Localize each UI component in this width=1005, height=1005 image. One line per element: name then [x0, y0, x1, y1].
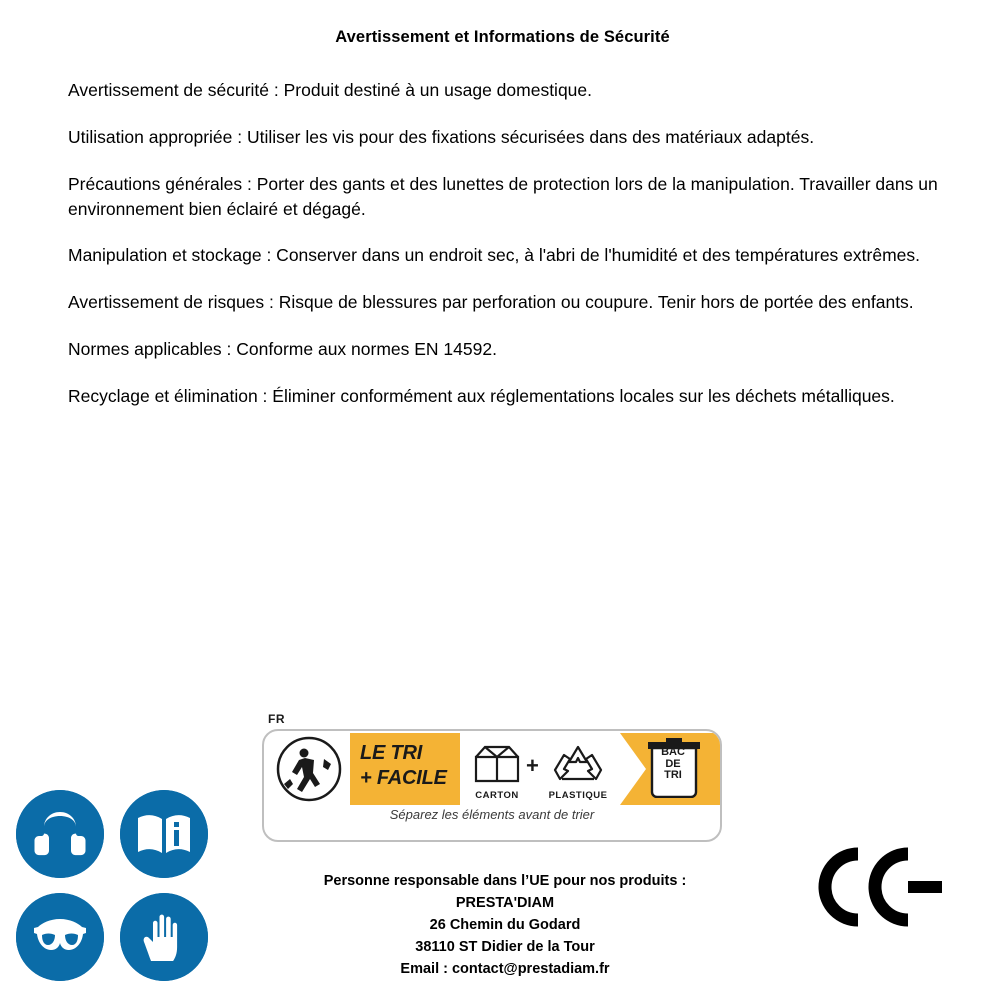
bin-label-line2: DE [665, 757, 681, 770]
triman-footer-text: Séparez les éléments avant de trier [389, 807, 595, 822]
triman-language-label: FR [268, 712, 285, 726]
triman-headline-line2: + FACILE [360, 767, 447, 790]
company-name: PRESTA'DIAM [455, 895, 555, 912]
paragraph-recycling-disposal: Recyclage et élimination : Éliminer conformément aux réglementations locales sur les déchets métalliques. [68, 385, 895, 406]
company-address: 26 Chemin du Godard [429, 917, 581, 934]
page-title: Avertissement et Informations de Sécurité [335, 28, 670, 46]
triman-headline [360, 741, 456, 791]
paragraph-applicable-standards: Normes applicables : Conforme aux normes EN 14592. [68, 339, 497, 360]
mandatory-pictogram-group [16, 790, 216, 980]
ear-protection-icon [16, 790, 104, 878]
safety-information-body [68, 78, 973, 409]
triman-banner-box [262, 729, 722, 842]
hand-protection-icon [120, 893, 208, 981]
triman-recycling-banner [262, 712, 722, 844]
bin-label-line3: TRI [664, 769, 682, 782]
company-city: 38110 ST Didier de la Tour [415, 939, 595, 956]
read-instructions-icon [120, 790, 208, 878]
plastique-caption: PLASTIQUE [548, 790, 608, 801]
paragraph-general-precautions: Précautions générales : Porter des gants et des lunettes de protection lors de la manipulation. Travailler dans un environnement bien éclairé et dégagé. [68, 173, 938, 219]
carton-caption: CARTON [475, 790, 519, 801]
responsible-person-line: Personne responsable dans l’UE pour nos produits : [323, 873, 687, 889]
paragraph-risk-warning: Avertissement de risques : Risque de blessures par perforation ou coupure. Tenir hors de portée des enfants. [68, 292, 914, 313]
paragraph-handling-storage: Manipulation et stockage : Conserver dans un endroit sec, à l'abri de l'humidité et des températures extrêmes. [68, 245, 920, 266]
responsible-person-block [210, 870, 800, 980]
paragraph-safety-warning: Avertissement de sécurité : Produit destiné à un usage domestique. [68, 80, 593, 100]
triman-headline-line1: LE TRI [360, 742, 423, 764]
bin-label [650, 747, 696, 782]
bin-label-line1: BAC [661, 746, 685, 758]
carton-box-icon [466, 741, 528, 787]
ce-mark-icon [800, 842, 960, 932]
plus-separator: + [526, 753, 539, 778]
paragraph-proper-use: Utilisation appropriée : Utiliser les vis pour des fixations sécurisées dans des matériaux adaptés. [68, 126, 815, 147]
eye-protection-icon [16, 893, 104, 981]
triman-person-icon [268, 733, 350, 805]
company-email: Email : contact@prestadiam.fr [400, 961, 610, 978]
plastic-recycle-icon [548, 741, 608, 787]
